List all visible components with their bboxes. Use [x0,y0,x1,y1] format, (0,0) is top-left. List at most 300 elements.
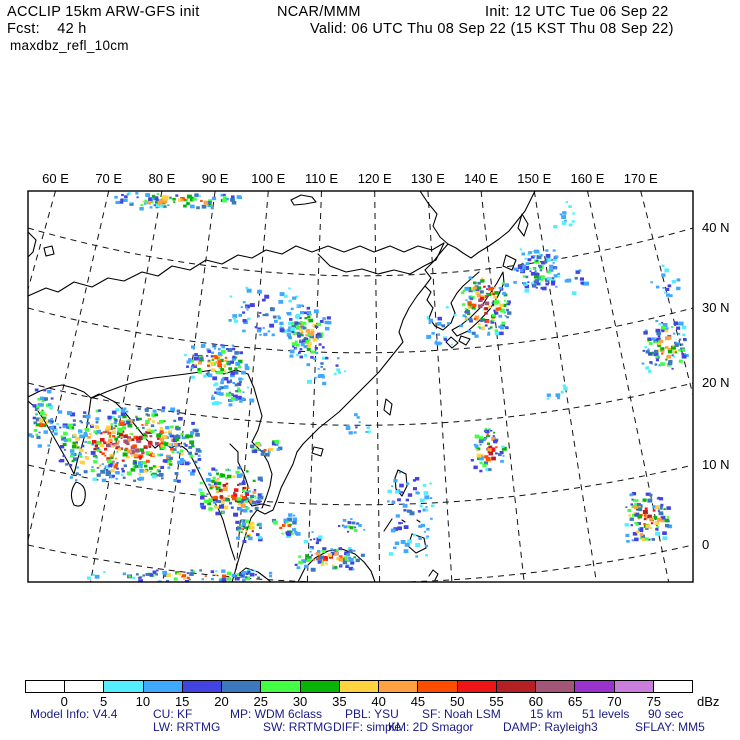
reflectivity-echo [495,329,498,332]
colorbar-tick-label: 45 [410,694,426,709]
reflectivity-echo [185,462,190,466]
reflectivity-echo [257,329,261,332]
reflectivity-echo [139,437,143,440]
reflectivity-echo [316,542,319,545]
reflectivity-echo [238,366,241,369]
reflectivity-echo [169,197,171,199]
reflectivity-echo [217,363,222,367]
reflectivity-echo [191,376,195,379]
reflectivity-echo [92,440,97,444]
reflectivity-echo [310,539,312,541]
reflectivity-echo [438,317,443,321]
reflectivity-echo [122,470,125,473]
reflectivity-echo [268,330,271,332]
reflectivity-echo [194,364,197,366]
reflectivity-echo [259,334,261,336]
reflectivity-echo [207,371,209,373]
reflectivity-echo [42,400,45,402]
reflectivity-echo [343,561,347,565]
reflectivity-echo [503,455,505,457]
reflectivity-echo [121,474,124,476]
reflectivity-echo [47,444,50,446]
reflectivity-echo [308,319,313,323]
reflectivity-echo [286,312,289,314]
reflectivity-echo [420,505,423,508]
reflectivity-echo [284,519,288,522]
reflectivity-echo [181,433,184,436]
reflectivity-echo [203,375,207,378]
reflectivity-echo [292,346,294,348]
reflectivity-echo [466,319,468,321]
reflectivity-echo [572,291,577,295]
reflectivity-echo [437,333,440,335]
reflectivity-echo [255,574,257,576]
reflectivity-echo [38,444,42,447]
reflectivity-echo [118,440,120,442]
reflectivity-echo [504,300,506,302]
colorbar-cell [221,681,260,692]
reflectivity-echo [214,483,217,485]
reflectivity-echo [223,487,228,491]
reflectivity-echo [298,561,303,565]
reflectivity-echo [413,534,416,537]
reflectivity-echo [493,432,495,434]
reflectivity-echo [350,526,354,529]
reflectivity-echo [216,371,220,374]
reflectivity-echo [317,550,320,553]
reflectivity-echo [93,430,96,433]
reflectivity-echo [354,431,357,433]
reflectivity-echo [296,354,299,356]
reflectivity-echo [248,490,251,492]
reflectivity-echo [682,349,685,352]
reflectivity-echo [540,269,543,271]
reflectivity-echo [40,403,44,406]
colorbar-cell [26,681,64,692]
reflectivity-echo [45,414,47,416]
reflectivity-echo [142,427,145,429]
reflectivity-echo [562,211,566,215]
reflectivity-echo [539,254,541,256]
reflectivity-echo [304,345,308,348]
reflectivity-echo [565,279,569,282]
reflectivity-echo [241,531,243,533]
reflectivity-echo [304,354,307,357]
reflectivity-echo [250,510,253,513]
reflectivity-echo [646,524,651,528]
footer-config-item: Model Info: V4.4 [30,707,118,721]
reflectivity-echo [278,300,283,304]
meridian-line [91,191,162,582]
reflectivity-echo [245,364,248,367]
reflectivity-echo [189,440,194,444]
reflectivity-echo [245,493,249,496]
reflectivity-echo [150,206,153,208]
reflectivity-echo [429,483,432,485]
reflectivity-echo [172,198,176,201]
reflectivity-echo [112,431,116,435]
reflectivity-echo [235,384,239,387]
reflectivity-echo [479,470,482,473]
reflectivity-echo [175,194,178,196]
reflectivity-echo [551,282,555,285]
reflectivity-echo [147,429,151,432]
reflectivity-echo [163,459,167,462]
reflectivity-echo [84,441,87,443]
reflectivity-echo [665,359,667,361]
reflectivity-echo [229,392,231,394]
reflectivity-echo [218,348,221,350]
colorbar-cell [143,681,182,692]
reflectivity-echo [538,265,541,267]
reflectivity-echo [657,518,662,522]
footer-config-item: LW: RRTMG [153,720,221,734]
reflectivity-echo [322,317,326,320]
reflectivity-echo [584,282,589,286]
reflectivity-echo [91,466,93,468]
reflectivity-echo [230,361,234,364]
reflectivity-echo [533,255,535,257]
reflectivity-echo [135,416,137,418]
reflectivity-echo [59,460,62,463]
reflectivity-echo [668,360,672,363]
reflectivity-echo [575,277,578,280]
reflectivity-echo [72,442,76,445]
reflectivity-echo [265,313,269,316]
reflectivity-echo [195,453,198,456]
reflectivity-echo [320,320,324,323]
reflectivity-echo [250,522,254,525]
reflectivity-echo [659,323,662,325]
reflectivity-echo [39,432,41,434]
reflectivity-echo [99,465,101,467]
reflectivity-echo [310,551,312,553]
reflectivity-echo [663,508,665,510]
reflectivity-echo [322,382,326,385]
reflectivity-echo [105,431,107,433]
reflectivity-echo [184,354,187,356]
reflectivity-echo [504,283,509,287]
reflectivity-echo [239,196,243,199]
colorbar-tick-label: 35 [332,694,347,709]
reflectivity-echo [244,487,247,489]
reflectivity-echo [129,433,131,435]
reflectivity-echo [79,455,82,458]
reflectivity-echo [507,311,511,315]
reflectivity-echo [160,466,164,469]
reflectivity-echo [291,308,294,310]
reflectivity-echo [418,510,421,512]
reflectivity-echo [225,372,227,374]
colorbar-tick-label: 65 [567,694,583,709]
reflectivity-echo [634,512,636,514]
reflectivity-echo [213,384,216,387]
reflectivity-echo [553,262,555,264]
reflectivity-echo [294,321,298,324]
reflectivity-echo [79,435,84,439]
reflectivity-echo [36,436,40,439]
reflectivity-echo [66,427,69,429]
reflectivity-echo [523,275,526,277]
reflectivity-echo [254,570,257,572]
reflectivity-echo [206,355,208,357]
reflectivity-echo [247,387,249,389]
reflectivity-echo [290,327,295,331]
reflectivity-echo [220,368,224,371]
reflectivity-echo [146,460,150,463]
reflectivity-echo [661,326,665,330]
reflectivity-echo [115,425,118,427]
reflectivity-echo [247,571,250,573]
reflectivity-echo [121,409,126,413]
reflectivity-echo [221,491,223,493]
reflectivity-echo [234,351,239,355]
reflectivity-echo [398,522,401,524]
reflectivity-echo [257,315,260,317]
reflectivity-echo [426,537,429,539]
reflectivity-echo [164,205,167,208]
reflectivity-echo [298,352,301,354]
reflectivity-echo [547,277,551,280]
reflectivity-echo [215,486,217,488]
reflectivity-echo [535,270,537,272]
meridian-line [18,191,108,582]
reflectivity-echo [157,474,160,476]
reflectivity-echo [506,309,509,312]
reflectivity-echo [107,416,111,420]
reflectivity-echo [660,362,665,366]
reflectivity-echo [93,455,96,457]
reflectivity-echo [493,310,495,312]
reflectivity-echo [175,438,179,441]
reflectivity-echo [132,450,134,452]
reflectivity-echo [189,435,193,438]
reflectivity-echo [209,474,212,477]
reflectivity-echo [500,460,504,463]
reflectivity-echo [634,538,639,542]
reflectivity-echo [344,370,346,372]
reflectivity-echo [169,457,173,460]
reflectivity-echo [677,278,681,281]
reflectivity-echo [150,451,153,453]
reflectivity-echo [358,524,362,527]
reflectivity-echo [289,524,292,526]
reflectivity-echo [104,455,106,457]
reflectivity-echo [150,574,154,577]
reflectivity-echo [124,195,128,198]
reflectivity-echo [555,286,557,288]
reflectivity-echo [177,461,182,465]
colorbar-cell [417,681,456,692]
reflectivity-echo [548,258,552,261]
reflectivity-echo [486,293,488,295]
reflectivity-echo [647,340,649,342]
reflectivity-echo [226,483,229,485]
reflectivity-echo [152,198,155,200]
reflectivity-echo [464,311,466,313]
reflectivity-echo [107,432,111,435]
reflectivity-echo [149,467,153,470]
reflectivity-echo [631,499,633,501]
reflectivity-echo [111,469,115,472]
reflectivity-echo [661,353,663,355]
reflectivity-echo [200,492,205,496]
reflectivity-echo [263,327,265,329]
reflectivity-echo [545,249,548,252]
reflectivity-echo [521,263,523,265]
reflectivity-echo [225,357,228,359]
reflectivity-echo [471,459,474,462]
reflectivity-echo [252,530,254,532]
reflectivity-echo [648,370,652,373]
reflectivity-echo [678,349,681,351]
reflectivity-echo [300,311,304,314]
reflectivity-echo [229,403,233,406]
reflectivity-echo [206,478,211,482]
reflectivity-echo [257,524,259,526]
reflectivity-echo [127,450,132,454]
reflectivity-echo [216,491,219,493]
reflectivity-echo [186,366,189,368]
reflectivity-echo [484,455,488,458]
reflectivity-echo [232,345,235,347]
reflectivity-echo [228,367,232,370]
reflectivity-echo [162,406,166,409]
reflectivity-echo [221,387,224,390]
reflectivity-echo [498,315,502,318]
footer-config-item: DIFF: simple [333,720,402,734]
reflectivity-echo [327,316,331,319]
reflectivity-echo [250,445,254,449]
reflectivity-echo [247,289,252,293]
reflectivity-echo [28,433,32,436]
reflectivity-echo [184,199,186,201]
reflectivity-echo [159,473,164,477]
reflectivity-echo [307,311,311,314]
meridian-line [481,191,524,582]
reflectivity-echo [292,521,297,525]
colorbar [25,680,693,693]
reflectivity-echo [527,281,529,283]
reflectivity-echo [73,419,76,422]
reflectivity-echo [557,273,560,275]
model-title: ACCLIP 15km ARW-GFS init [7,4,200,20]
reflectivity-echo [116,468,119,470]
reflectivity-echo [315,347,318,350]
reflectivity-echo [562,221,567,225]
reflectivity-echo [89,441,91,443]
colorbar-cell [339,681,378,692]
reflectivity-echo [298,555,301,558]
footer-config-item: SF: Noah LSM [422,707,501,721]
reflectivity-echo [336,368,340,371]
reflectivity-echo [208,484,211,486]
reflectivity-echo [135,449,140,453]
reflectivity-echo [44,397,48,400]
reflectivity-echo [297,332,301,335]
reflectivity-echo [290,350,295,354]
reflectivity-echo [255,326,258,328]
reflectivity-echo [201,345,204,348]
reflectivity-echo [245,576,247,578]
reflectivity-echo [139,473,142,475]
reflectivity-echo [151,424,154,427]
reflectivity-echo [164,432,166,434]
reflectivity-echo [237,474,242,478]
reflectivity-echo [631,524,634,526]
reflectivity-echo [188,470,190,472]
reflectivity-echo [576,271,580,274]
reflectivity-echo [145,408,149,411]
reflectivity-echo [353,550,356,552]
reflectivity-echo [214,348,216,350]
reflectivity-echo [121,420,124,422]
reflectivity-echo [204,500,209,504]
reflectivity-echo [535,279,539,282]
reflectivity-echo [525,276,528,278]
colorbar-tick-label: 55 [489,694,504,709]
reflectivity-echo [492,314,495,316]
reflectivity-echo [491,457,496,461]
reflectivity-echo [338,525,340,527]
reflectivity-echo [671,326,673,328]
reflectivity-echo [495,331,500,335]
reflectivity-echo [387,500,390,502]
reflectivity-echo [34,429,38,432]
reflectivity-echo [561,391,564,393]
reflectivity-echo [177,573,180,575]
reflectivity-echo [222,346,226,349]
reflectivity-echo [558,276,561,278]
reflectivity-echo [263,333,267,336]
reflectivity-echo [280,328,285,332]
reflectivity-echo [235,362,240,366]
reflectivity-echo [487,443,490,445]
reflectivity-echo [649,494,652,497]
reflectivity-echo [86,415,91,419]
reflectivity-echo [155,201,158,204]
reflectivity-echo [181,576,183,578]
reflectivity-echo [473,466,477,470]
valid-time: Valid: 06 UTC Thu 08 Sep 22 (15 KST Thu 08 Sep 22) [310,21,674,37]
footer-config-item: SFLAY: MM5 [635,720,705,734]
org-name: NCAR/MMM [277,4,361,20]
reflectivity-echo [232,201,237,205]
reflectivity-echo [495,446,497,448]
reflectivity-echo [273,521,277,524]
reflectivity-echo [126,421,130,425]
reflectivity-echo [506,316,509,318]
reflectivity-echo [682,355,687,359]
reflectivity-echo [241,306,243,308]
reflectivity-echo [642,363,645,365]
reflectivity-echo [528,251,531,254]
reflectivity-echo [484,430,487,432]
reflectivity-echo [170,448,174,451]
reflectivity-echo [462,303,465,306]
reflectivity-echo [146,451,150,455]
reflectivity-echo [477,449,479,451]
reflectivity-echo [149,446,152,448]
reflectivity-echo [102,463,104,465]
reflectivity-echo [654,341,657,343]
reflectivity-echo [152,420,155,422]
reflectivity-echo [304,312,307,315]
reflectivity-echo [661,350,664,353]
reflectivity-echo [504,312,506,314]
reflectivity-echo [304,337,307,339]
longitude-label: 150 E [517,171,552,186]
